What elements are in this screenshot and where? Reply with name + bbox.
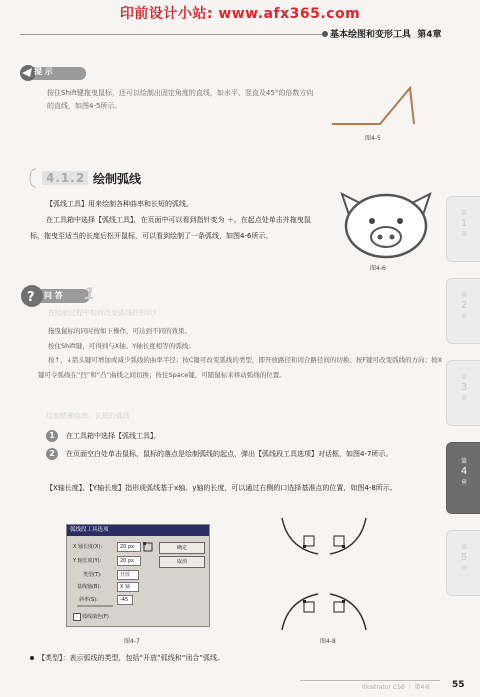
y-length-input[interactable]: 20 px	[117, 556, 141, 566]
arc-options-dialog	[66, 524, 210, 627]
chapter-number: 第4章	[417, 30, 442, 40]
qa-line: 按↑、↓箭头键可增加或减少弧线的曲率半径；按C键可改变弧线的类型，即开放路径和闭合路径间的切换；按F键可改变弧线的方向；按X键可令弧线在“凹”和“凸”曲线之间切换；按住Space键，可随鼠标来移动弧线的位置。	[38, 356, 443, 379]
pig-face-illustration	[336, 188, 436, 260]
section-number: 4.1.2	[46, 171, 86, 185]
qa-line: 拖曳鼠标的同时按如下操作，可达到不同的效果。	[48, 327, 191, 335]
ok-button[interactable]: 确定	[159, 542, 205, 554]
qa-badge-number: 1	[84, 284, 96, 303]
arc-reference-points-illustration	[266, 514, 382, 634]
section-para2: 在工具箱中选择【弧线工具】，在页面中可以看到指针变为 ＋。在起点处单击并拖曳鼠标，拖曳至适当的长度后松开鼠标，可以看到绘制了一条弧线，如图4-6所示。	[30, 216, 311, 240]
slope-slider[interactable]	[77, 605, 113, 607]
chapter-tab-4-active[interactable]: 第 4 章	[446, 442, 480, 514]
tip-badge	[18, 64, 88, 82]
step-text: 在工具箱中选择【弧线工具】。	[66, 432, 161, 440]
chapter-tab-5[interactable]: 第 5 章	[446, 530, 480, 596]
header-dot	[322, 31, 328, 37]
subsection-heading: 绘制精确曲率、长短的弧线	[46, 412, 130, 420]
figure-caption: 图4-7	[124, 638, 140, 645]
svg-text:?: ?	[27, 290, 35, 305]
section-title: 绘制弧线	[93, 172, 142, 186]
base-axis-label: 基线轴(B):	[77, 584, 102, 590]
base-axis-select[interactable]: X 轴	[117, 582, 139, 592]
straight-line-illustration	[330, 84, 420, 129]
section-para1: 【弧线工具】用来绘制各种曲率和长短的弧线。	[46, 200, 193, 208]
qa-question: 在绘制过程中如何改变弧线的形状?	[48, 309, 157, 317]
fill-arc-label: 弧线填色(F)	[82, 614, 109, 620]
type-select[interactable]: 开放	[117, 570, 139, 580]
header-rule	[20, 34, 325, 35]
type-label: 类型(T):	[83, 572, 102, 578]
bullet-dot	[30, 656, 34, 660]
footer-text: Illustrator CS6 ｜ 第4章	[362, 684, 431, 691]
figure-caption: 图4-5	[365, 135, 381, 142]
slope-input[interactable]: -45	[117, 595, 133, 605]
y-length-label: Y 轴长度(Y):	[73, 558, 102, 564]
step-number: 1	[46, 430, 58, 442]
chapter-tab-1[interactable]: 第 1 章	[446, 196, 480, 262]
x-length-label: X 轴长度(X):	[73, 544, 103, 550]
qa-line: 按住Shift键，可得到与X轴、Y轴长度相等的弧线；	[48, 341, 195, 350]
chapter-title: 基本绘图和变形工具	[330, 30, 412, 40]
chapter-tab-2[interactable]: 第 2 章	[446, 278, 480, 344]
fill-arc-checkbox[interactable]	[73, 613, 81, 621]
figure-caption: 图4-8	[320, 638, 336, 645]
page-number: 55	[452, 680, 465, 690]
axis-length-para: 【X轴长度】、【Y轴长度】指形成弧线基于x轴、y轴的长度，可以通过右侧的口选择基准点的位置，如图4-8所示。	[46, 484, 397, 492]
x-length-input[interactable]: 20 px	[117, 542, 141, 552]
running-header	[330, 27, 442, 40]
tip-text: 按住Shift键拖曳鼠标，还可以绘制出固定角度的直线，如水平、竖直及45°的倍数方向的直线，如图4-5所示。	[47, 89, 314, 110]
qa-answer	[38, 324, 448, 382]
reference-point-icon[interactable]	[143, 542, 153, 552]
qa-badge-label: 问 答	[44, 291, 63, 300]
footer-rule	[300, 680, 440, 681]
step-number: 2	[46, 448, 58, 460]
slope-label: 斜率(S):	[79, 597, 98, 603]
chapter-tab-3[interactable]: 第 3 章	[446, 360, 480, 426]
cancel-button[interactable]: 取消	[159, 556, 205, 568]
tip-badge-label: 提 示	[34, 67, 53, 76]
figure-caption: 图4-6	[370, 265, 386, 272]
qa-badge	[16, 283, 116, 309]
dialog-title: 弧线段工具选项	[67, 525, 209, 536]
type-bullet-text: 【类型】：表示弧线的类型，包括“开放”弧线和“闭合”弧线。	[38, 654, 225, 662]
step-text: 在页面空白处单击鼠标，鼠标的落点是绘制弧线的起点，弹出【弧线段工具选项】对话框，如图4-7所示。	[66, 450, 393, 458]
watermark: 印前设计小站: www.afx365.com	[119, 6, 361, 22]
